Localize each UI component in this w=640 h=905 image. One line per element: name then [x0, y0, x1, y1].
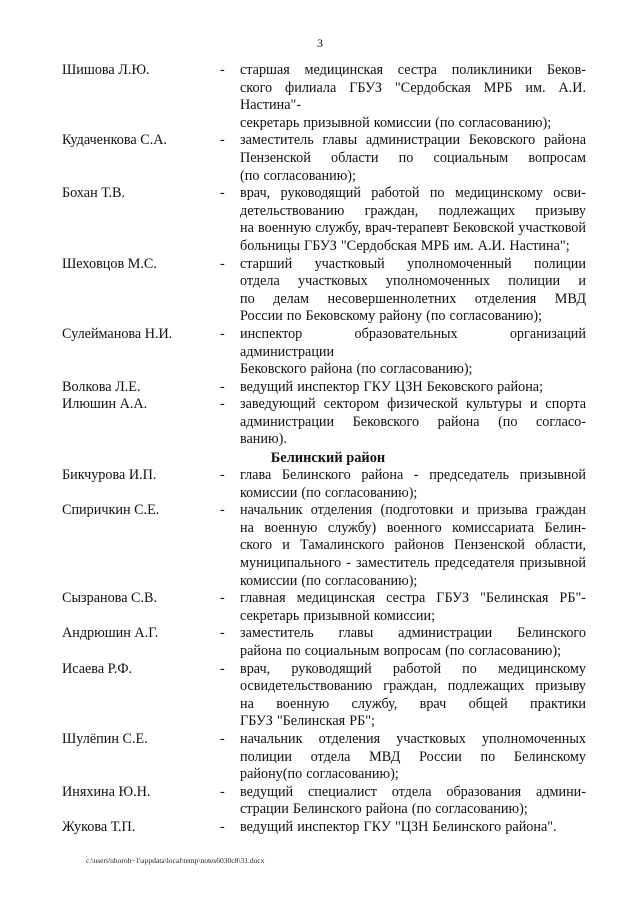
member-position: [240, 661, 586, 731]
dash-separator: -: [220, 660, 225, 677]
member-row: [62, 731, 586, 784]
dash-separator: -: [220, 185, 225, 202]
member-name: Спиричкин С.Е.: [62, 502, 160, 519]
position-line: отдела участковых уполномоченных полиции и: [240, 273, 586, 290]
member-position: [240, 467, 586, 502]
member-position: [240, 819, 586, 837]
position-line: району(по согласованию);: [240, 766, 399, 783]
position-line: района по социальным вопросам (по согласованию);: [240, 643, 562, 659]
member-name: Сызранова С.В.: [62, 590, 158, 607]
position-line: ского филиала ГБУЗ "Сердобская МРБ им. А.И. Настина"-: [240, 79, 586, 114]
member-position: [240, 379, 586, 397]
dash-separator: -: [220, 625, 225, 642]
member-row: [62, 661, 586, 731]
member-row: [62, 819, 586, 837]
member-position: [240, 731, 586, 784]
position-line: ведущий инспектор ГКУ "ЦЗН Белинского района".: [240, 818, 557, 835]
member-name: Илюшин А.А.: [62, 396, 148, 413]
position-line: (по согласованию);: [240, 167, 356, 184]
member-name: Исаева Р.Ф.: [62, 660, 133, 677]
member-name: Шулёпин С.Е.: [62, 730, 148, 747]
section-heading: Белинский район: [270, 450, 386, 467]
position-line: Пензенской области по социальным вопросам: [240, 149, 586, 166]
position-line: муниципального - заместитель председателя призывной: [240, 555, 586, 572]
dash-separator: -: [220, 590, 225, 607]
member-position: [240, 62, 586, 132]
position-line: комиссии (по согласованию);: [240, 572, 418, 589]
member-name: Иняхина Ю.Н.: [62, 783, 151, 800]
member-row: [62, 326, 586, 379]
position-line: детельствованию граждан, подлежащих призыву: [240, 202, 586, 219]
file-path-footer: c:\users\shoroh~1\appdata\local\temp\notes6030c8\31.docx: [86, 856, 265, 865]
dash-separator: -: [220, 325, 225, 342]
member-position: [240, 784, 586, 819]
member-row: [62, 132, 586, 185]
position-line: ведущий специалист отдела образования админи-: [240, 783, 586, 800]
position-line: России по Бековскому району (по согласованию);: [240, 308, 543, 325]
member-position: [240, 625, 586, 660]
position-line: комиссии (по согласованию);: [240, 484, 418, 501]
position-line: секретарь призывной комиссии (по согласованию);: [240, 114, 552, 131]
position-line: глава Белинского района - председатель призывной: [240, 467, 586, 484]
dash-separator: -: [220, 255, 225, 272]
member-row: [62, 590, 586, 625]
dash-separator: -: [220, 783, 225, 800]
position-line: ванию).: [240, 431, 287, 448]
dash-separator: -: [220, 502, 225, 519]
dash-separator: -: [220, 730, 225, 747]
member-row: [62, 62, 586, 132]
position-line: страции Белинского района (по согласованию);: [240, 801, 528, 818]
member-name: Жукова Т.П.: [62, 818, 136, 835]
position-line: администрации Бековского района (по согласо-: [240, 413, 586, 430]
position-line: больницы ГБУЗ "Сердобская МРБ им. А.И. Настина";: [240, 237, 570, 254]
member-row: [62, 784, 586, 819]
position-line: главная медицинская сестра ГБУЗ "Белинская РБ"-: [240, 590, 586, 607]
position-line: ского и Тамалинского районов Пензенской области,: [240, 537, 586, 554]
member-row: [62, 625, 586, 660]
position-line: ГБУЗ "Белинская РБ";: [240, 713, 375, 730]
member-position: [240, 502, 586, 590]
position-line: на военную службу, врач общей практики: [240, 695, 586, 712]
position-line: начальник отделения участковых уполномоченных: [240, 730, 586, 747]
member-position: [240, 132, 586, 185]
member-row: [62, 502, 586, 590]
member-row: [62, 185, 586, 255]
member-name: Волкова Л.Е.: [62, 378, 141, 395]
dash-separator: -: [220, 467, 225, 484]
position-line: врач, руководящий работой по медицинскому осви-: [240, 185, 586, 202]
page-number: 3: [317, 36, 323, 50]
position-line: секретарь призывной комиссии;: [240, 607, 436, 624]
member-row: [62, 379, 586, 397]
position-line: заместитель главы администрации Бековского района: [240, 132, 586, 149]
member-name: Бикчурова И.П.: [62, 467, 157, 484]
position-line: на военную службу, врач-терапевт Бековской участковой: [240, 220, 586, 237]
dash-separator: -: [220, 132, 225, 149]
position-line: заведующий сектором физической культуры и спорта: [240, 396, 586, 413]
position-line: старший участковый уполномоченный полиции: [240, 255, 586, 272]
position-line: на военную службу) военного комиссариата Белин-: [240, 519, 586, 536]
member-row: [62, 467, 586, 502]
position-line: ведущий инспектор ГКУ ЦЗН Бековского района;: [240, 378, 544, 395]
member-position: [240, 326, 586, 379]
position-line: врач, руководящий работой по медицинскому: [240, 660, 586, 677]
member-position: [240, 396, 586, 449]
member-name: Шишова Л.Ю.: [62, 62, 150, 78]
member-name: Сулейманова Н.И.: [62, 325, 173, 342]
position-line: Бековского района (по согласованию);: [240, 361, 473, 378]
position-line: по делам несовершеннолетних отделения МВД: [240, 290, 586, 307]
position-line: освидетельствованию граждан, подлежащих призыву: [240, 678, 586, 695]
member-name: Шеховцов М.С.: [62, 255, 157, 272]
position-line: заместитель главы администрации Белинского: [240, 625, 586, 642]
dash-separator: -: [220, 396, 225, 413]
member-row: [62, 256, 586, 326]
position-line: начальник отделения (подготовки и призыва граждан: [240, 502, 586, 519]
member-row: [62, 396, 586, 449]
member-name: Андрюшин А.Г.: [62, 625, 159, 642]
dash-separator: -: [220, 62, 225, 78]
position-line: полиции отдела МВД России по Белинскому: [240, 748, 586, 765]
position-line: инспектор образовательных организаций администрации: [240, 325, 586, 360]
commission-list: [62, 62, 586, 837]
member-name: Бохан Т.В.: [62, 185, 126, 202]
dash-separator: -: [220, 378, 225, 395]
dash-separator: -: [220, 818, 225, 835]
member-name: Кудаченкова С.А.: [62, 132, 167, 149]
member-position: [240, 256, 586, 326]
member-position: [240, 590, 586, 625]
position-line: старшая медицинская сестра поликлиники Беков-: [240, 62, 586, 78]
member-position: [240, 185, 586, 255]
